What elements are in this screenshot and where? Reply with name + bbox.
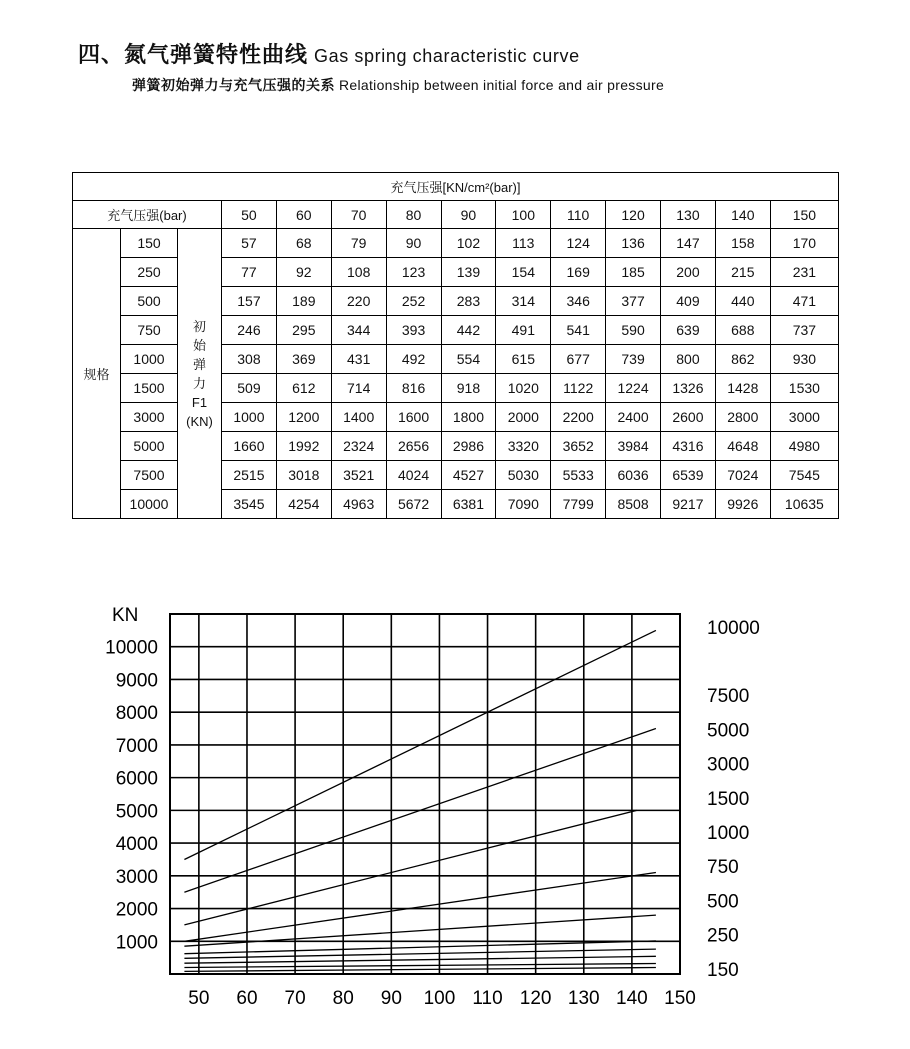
- value-cell: 4963: [331, 490, 386, 519]
- value-cell: 393: [386, 316, 441, 345]
- value-cell: 295: [276, 316, 331, 345]
- title-chinese: 四、氮气弹簧特性曲线: [78, 42, 309, 68]
- spec-cell: 5000: [121, 432, 178, 461]
- value-cell: 431: [331, 345, 386, 374]
- page-subtitle: [132, 75, 664, 95]
- y-tick-label: 1000: [115, 932, 158, 954]
- value-cell: 157: [222, 287, 277, 316]
- x-tick-label: 60: [236, 988, 258, 1009]
- value-cell: 136: [606, 229, 661, 258]
- value-cell: 8508: [606, 490, 661, 519]
- x-tick-label: 130: [567, 988, 600, 1009]
- value-cell: 5533: [551, 461, 606, 490]
- x-tick-label: 140: [616, 988, 648, 1009]
- value-cell: 1530: [770, 374, 838, 403]
- y-tick-label: 2000: [115, 899, 158, 921]
- value-cell: 491: [496, 316, 551, 345]
- value-cell: 308: [222, 345, 277, 374]
- value-cell: 612: [276, 374, 331, 403]
- value-cell: 2515: [222, 461, 277, 490]
- x-tick-label: 110: [472, 988, 503, 1009]
- value-cell: 541: [551, 316, 606, 345]
- value-cell: 314: [496, 287, 551, 316]
- right-series-label: 5000: [707, 720, 750, 742]
- spec-cell: 10000: [121, 490, 178, 519]
- table-body: [73, 173, 839, 519]
- value-cell: 139: [441, 258, 496, 287]
- y-axis-label: KN: [112, 605, 139, 626]
- value-cell: 10635: [770, 490, 838, 519]
- value-cell: 9926: [715, 490, 770, 519]
- value-cell: 6539: [661, 461, 716, 490]
- value-cell: 1122: [551, 374, 606, 403]
- value-cell: 220: [331, 287, 386, 316]
- value-cell: 7799: [551, 490, 606, 519]
- right-series-label: 250: [707, 925, 739, 947]
- value-cell: 377: [606, 287, 661, 316]
- value-cell: 90: [386, 229, 441, 258]
- y-tick-label: 6000: [115, 768, 158, 790]
- force-label-line: F1: [191, 394, 208, 410]
- value-cell: 1020: [496, 374, 551, 403]
- value-cell: 554: [441, 345, 496, 374]
- value-cell: 714: [331, 374, 386, 403]
- right-series-label: 750: [707, 857, 739, 879]
- value-cell: 4316: [661, 432, 716, 461]
- value-cell: 1428: [715, 374, 770, 403]
- force-label-line: 弹: [192, 356, 206, 372]
- value-cell: 92: [276, 258, 331, 287]
- value-cell: 639: [661, 316, 716, 345]
- value-cell: 615: [496, 345, 551, 374]
- value-cell: 1224: [606, 374, 661, 403]
- force-label-line: 力: [192, 375, 206, 391]
- value-cell: 1400: [331, 403, 386, 432]
- value-cell: 2000: [496, 403, 551, 432]
- value-cell: 158: [715, 229, 770, 258]
- value-cell: 1000: [222, 403, 277, 432]
- value-cell: 2324: [331, 432, 386, 461]
- value-cell: 590: [606, 316, 661, 345]
- value-cell: 800: [661, 345, 716, 374]
- series-line-150: [184, 968, 656, 972]
- value-cell: 930: [770, 345, 838, 374]
- value-cell: 409: [661, 287, 716, 316]
- subtitle-english: Relationship between initial force and air pressure: [339, 77, 665, 93]
- value-cell: 200: [661, 258, 716, 287]
- pressure-header-cell: 150: [770, 201, 838, 229]
- value-cell: 77: [222, 258, 277, 287]
- value-cell: 1992: [276, 432, 331, 461]
- value-cell: 57: [222, 229, 277, 258]
- value-cell: 102: [441, 229, 496, 258]
- subtitle-chinese: 弹簧初始弹力与充气压强的关系: [132, 78, 335, 94]
- page-title: [78, 38, 580, 69]
- value-cell: 4648: [715, 432, 770, 461]
- value-cell: 344: [331, 316, 386, 345]
- x-tick-label: 50: [188, 988, 210, 1009]
- value-cell: 1326: [661, 374, 716, 403]
- y-tick-label: 7000: [115, 735, 158, 757]
- value-cell: 169: [551, 258, 606, 287]
- force-label: [178, 229, 222, 519]
- y-tick-label: 5000: [115, 801, 158, 823]
- value-cell: 737: [770, 316, 838, 345]
- value-cell: 5030: [496, 461, 551, 490]
- value-cell: 215: [715, 258, 770, 287]
- chart-labels: [105, 605, 760, 1009]
- pressure-header-cell: 120: [606, 201, 661, 229]
- pressure-header-cell: 140: [715, 201, 770, 229]
- force-label-line: 初: [192, 318, 206, 334]
- value-cell: 4024: [386, 461, 441, 490]
- value-cell: 154: [496, 258, 551, 287]
- value-cell: 6036: [606, 461, 661, 490]
- value-cell: 2656: [386, 432, 441, 461]
- y-tick-label: 8000: [115, 703, 158, 725]
- right-series-label: 1000: [707, 823, 750, 844]
- value-cell: 1200: [276, 403, 331, 432]
- value-cell: 3652: [551, 432, 606, 461]
- value-cell: 2200: [551, 403, 606, 432]
- value-cell: 739: [606, 345, 661, 374]
- series-line-1000: [184, 941, 656, 954]
- value-cell: 68: [276, 229, 331, 258]
- x-tick-label: 150: [664, 988, 696, 1009]
- value-cell: 3000: [770, 403, 838, 432]
- value-cell: 252: [386, 287, 441, 316]
- y-tick-label: 10000: [105, 637, 158, 659]
- spec-cell: 7500: [121, 461, 178, 490]
- value-cell: 471: [770, 287, 838, 316]
- spec-cell: 750: [121, 316, 178, 345]
- value-cell: 2600: [661, 403, 716, 432]
- spec-cell: 250: [121, 258, 178, 287]
- force-label-line: 始: [192, 337, 206, 353]
- value-cell: 2800: [715, 403, 770, 432]
- title-english: Gas spring characteristic curve: [314, 46, 580, 66]
- value-cell: 816: [386, 374, 441, 403]
- value-cell: 442: [441, 316, 496, 345]
- force-pressure-table: [72, 172, 839, 519]
- y-tick-label: 4000: [115, 834, 158, 856]
- value-cell: 6381: [441, 490, 496, 519]
- value-cell: 124: [551, 229, 606, 258]
- value-cell: 170: [770, 229, 838, 258]
- pressure-header-cell: 100: [496, 201, 551, 229]
- value-cell: 5672: [386, 490, 441, 519]
- value-cell: 1800: [441, 403, 496, 432]
- value-cell: 7090: [496, 490, 551, 519]
- pressure-header-cell: 50: [222, 201, 277, 229]
- pressure-header-cell: 110: [551, 201, 606, 229]
- value-cell: 79: [331, 229, 386, 258]
- x-tick-label: 80: [332, 988, 354, 1009]
- value-cell: 113: [496, 229, 551, 258]
- x-tick-label: 120: [519, 988, 552, 1009]
- right-series-label: 500: [707, 891, 739, 913]
- y-tick-label: 9000: [115, 670, 158, 692]
- spec-cell: 1000: [121, 345, 178, 374]
- value-cell: 3521: [331, 461, 386, 490]
- value-cell: 123: [386, 258, 441, 287]
- value-cell: 492: [386, 345, 441, 374]
- pressure-header-cell: 60: [276, 201, 331, 229]
- value-cell: 369: [276, 345, 331, 374]
- right-series-label: 10000: [707, 618, 760, 639]
- value-cell: 7545: [770, 461, 838, 490]
- value-cell: 108: [331, 258, 386, 287]
- value-cell: 346: [551, 287, 606, 316]
- chart-grid: [170, 614, 680, 974]
- spec-cell: 500: [121, 287, 178, 316]
- value-cell: 2400: [606, 403, 661, 432]
- value-cell: 2986: [441, 432, 496, 461]
- value-cell: 4980: [770, 432, 838, 461]
- value-cell: 189: [276, 287, 331, 316]
- value-cell: 3018: [276, 461, 331, 490]
- characteristic-chart: [0, 590, 910, 1020]
- spec-label: 规格: [73, 229, 121, 519]
- value-cell: 677: [551, 345, 606, 374]
- value-cell: 918: [441, 374, 496, 403]
- value-cell: 246: [222, 316, 277, 345]
- table-top-header: 充气压强[KN/cm²(bar)]: [73, 173, 839, 201]
- spec-cell: 3000: [121, 403, 178, 432]
- value-cell: 4527: [441, 461, 496, 490]
- y-tick-label: 3000: [115, 866, 158, 888]
- value-cell: 3320: [496, 432, 551, 461]
- value-cell: 1660: [222, 432, 277, 461]
- force-label-line: (KN): [186, 413, 213, 429]
- value-cell: 4254: [276, 490, 331, 519]
- table-header-row: [73, 173, 839, 201]
- value-cell: 7024: [715, 461, 770, 490]
- x-tick-label: 100: [423, 988, 456, 1009]
- series-line-250: [184, 964, 656, 968]
- value-cell: 862: [715, 345, 770, 374]
- pressure-row: [73, 201, 839, 229]
- value-cell: 509: [222, 374, 277, 403]
- right-series-label: 7500: [707, 686, 750, 708]
- pressure-header-cell: 90: [441, 201, 496, 229]
- value-cell: 231: [770, 258, 838, 287]
- spec-cell: 150: [121, 229, 178, 258]
- value-cell: 688: [715, 316, 770, 345]
- value-cell: 185: [606, 258, 661, 287]
- spec-cell: 1500: [121, 374, 178, 403]
- value-cell: 283: [441, 287, 496, 316]
- value-cell: 1600: [386, 403, 441, 432]
- x-tick-label: 90: [380, 988, 402, 1009]
- pressure-header-cell: 70: [331, 201, 386, 229]
- right-series-label: 1500: [707, 788, 750, 810]
- pressure-header-cell: 130: [661, 201, 716, 229]
- value-cell: 3545: [222, 490, 277, 519]
- chart-series: [184, 630, 656, 971]
- table-row: [73, 229, 839, 258]
- right-series-label: 3000: [707, 754, 750, 776]
- value-cell: 440: [715, 287, 770, 316]
- right-series-label: 150: [707, 959, 739, 981]
- value-cell: 147: [661, 229, 716, 258]
- pressure-header-cell: 80: [386, 201, 441, 229]
- value-cell: 9217: [661, 490, 716, 519]
- pressure-label: 充气压强(bar): [73, 201, 222, 229]
- x-tick-label: 70: [284, 988, 306, 1009]
- value-cell: 3984: [606, 432, 661, 461]
